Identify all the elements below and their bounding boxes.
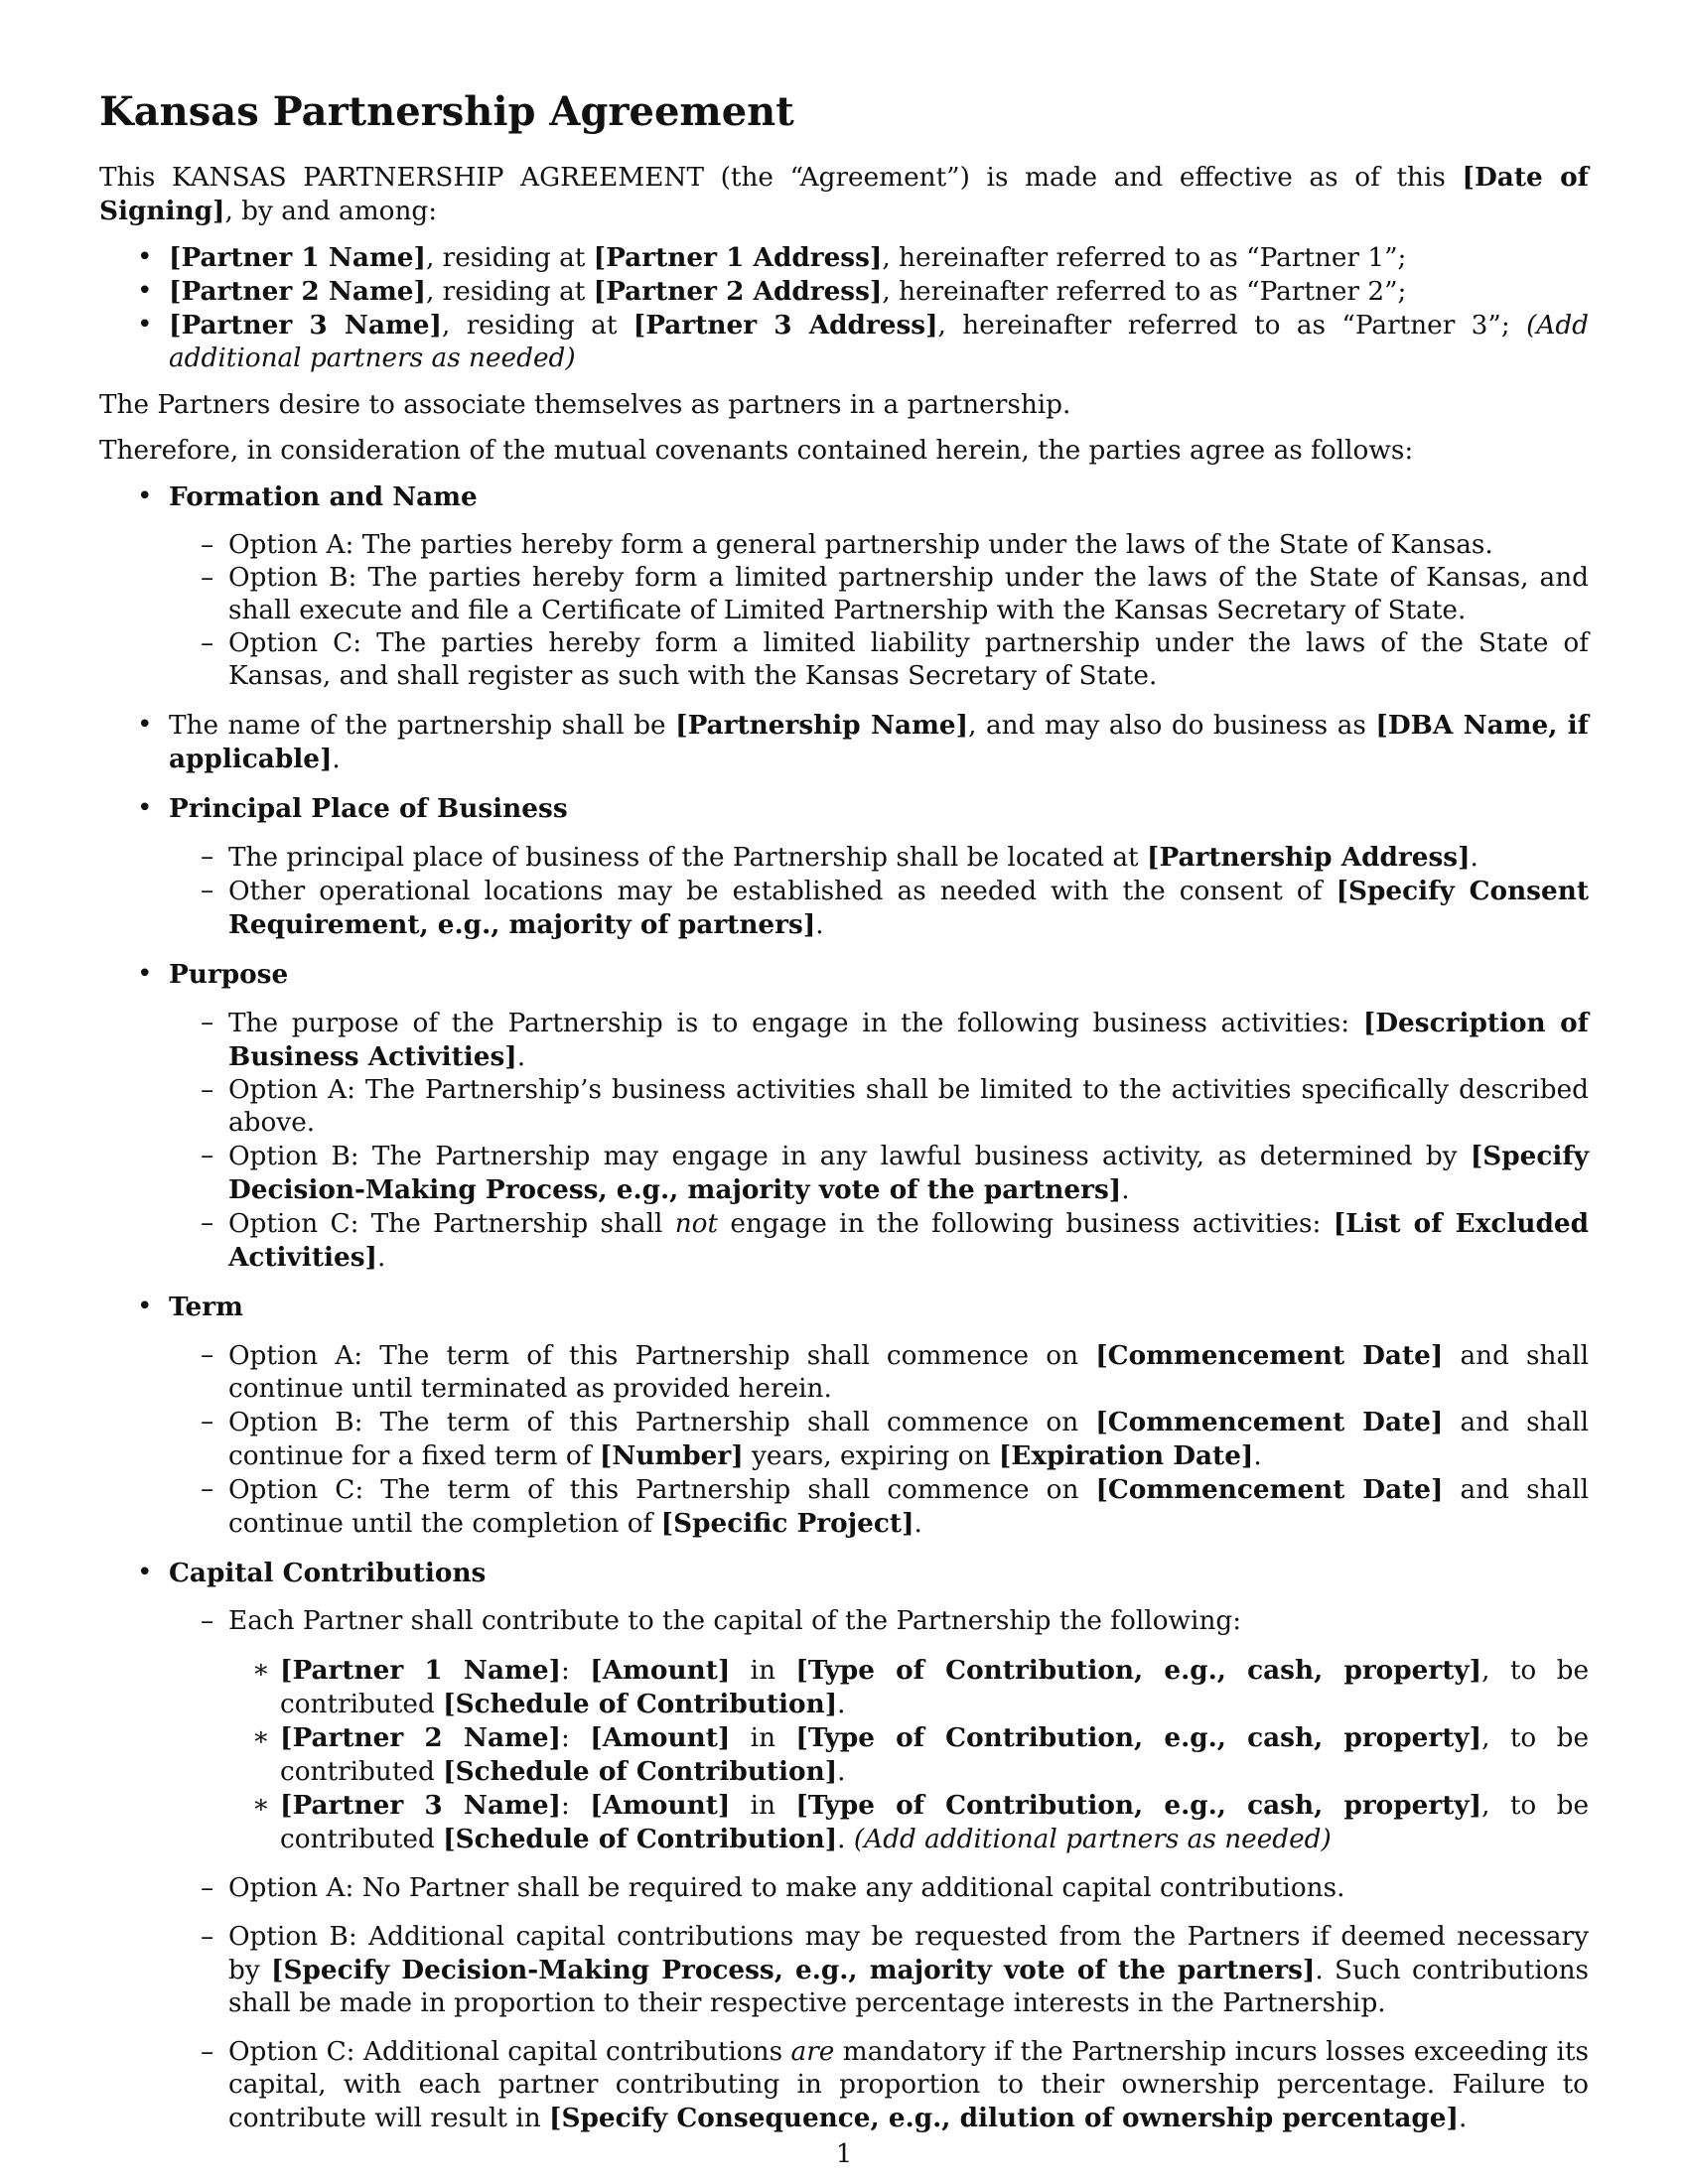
option-item: – Option B: The term of this Partnership shall commence on [Commencement Date] and shall continue for a fixed term of [Number] years, expiring on [Expiration Date].: [169, 1406, 1589, 1473]
desire-paragraph: The Partners desire to associate themselves as partners in a partnership.: [99, 390, 1071, 420]
clause-item: – Each Partner shall contribute to the capital of the Partnership the following: ∗ [Partner 1 Name]: [Amount] in [Type of Contribution, e.g., cash, property], to be contributed [Schedule of Contribution]. ∗ [Partner 2 Name]: [Amount] in [Type of Contribution, e.g., cash, property], to be contributed [Schedule of Contribution]. ∗ [Partner 3 Name]: [Amount] in [Type of Contribution, e.g., cash, property], to be contributed [Schedule of Contribution]. (Add additional partners as needed): [169, 1605, 1589, 1856]
section-formation: [99, 480, 1589, 693]
therefore-paragraph: Therefore, in consideration of the mutual covenants contained herein, the parties agree as follows:: [99, 436, 1414, 466]
section-heading: • Capital Contributions: [169, 1558, 487, 1588]
partner-item: • [Partner 3 Name], residing at [Partner 3 Address], hereinafter referred to as “Partner 3”; (Add additional partners as needed): [99, 309, 1589, 375]
document-body: [99, 87, 1589, 2151]
section-heading: • Formation and Name: [169, 481, 478, 512]
section-name-clause: • The name of the partnership shall be [Partnership Name], and may also do business as [DBA Name, if applicable].: [99, 709, 1589, 776]
section-purpose: [99, 958, 1589, 1275]
intro-paragraph: This KANSAS PARTNERSHIP AGREEMENT (the “Agreement”) is made and effective as of this [Date of Signing], by and among:: [99, 162, 1589, 226]
section-term: [99, 1291, 1589, 1541]
section-heading: • Purpose: [169, 959, 289, 990]
section-heading: • Term: [169, 1292, 243, 1322]
option-item: – Option B: The parties hereby form a limited partnership under the laws of the State of Kansas, and shall execute and file a Certificate of Limited Partnership with the Kansas Secretary of State.: [169, 562, 1589, 627]
option-item: – Option B: Additional capital contributions may be requested from the Partners if deemed necessary by [Specify Decision-Making Process, e.g., majority vote of the partners]. Such contributions shall be made in proportion to their respective percentage interests in the Partnership.: [169, 1921, 1589, 2020]
purpose-items: [169, 1007, 1589, 1275]
option-item: – Option A: The Partnership’s business activities shall be limited to the activities specifically described above.: [169, 1074, 1589, 1140]
section-principal-place: [99, 792, 1589, 942]
contribution-item: ∗ [Partner 2 Name]: [Amount] in [Type of Contribution, e.g., cash, property], to be contributed [Schedule of Contribution].: [228, 1721, 1589, 1789]
page-number: 1: [835, 2139, 853, 2169]
partner-item: • [Partner 2 Name], residing at [Partner 2 Address], hereinafter referred to as “Partner 2”;: [99, 275, 1589, 309]
term-options: [169, 1339, 1589, 1541]
formation-options: [169, 529, 1589, 693]
contribution-item: ∗ [Partner 1 Name]: [Amount] in [Type of Contribution, e.g., cash, property], to be contributed [Schedule of Contribution].: [228, 1654, 1589, 1721]
section-capital: [99, 1557, 1589, 2135]
option-item: – Option C: The parties hereby form a limited liability partnership under the laws of the State of Kansas, and shall register as such with the Kansas Secretary of State.: [169, 627, 1589, 693]
option-item: – Option C: The Partnership shall not engage in the following business activities: [List of Excluded Activities].: [169, 1207, 1589, 1275]
option-item: – Option C: Additional capital contributions are mandatory if the Partnership incurs losses exceeding its capital, with each partner contributing in proportion to their ownership percentage. Failure to contribute will result in [Specify Consequence, e.g., dilution of ownership percentage].: [169, 2036, 1589, 2135]
clause-item: – The principal place of business of the Partnership shall be located at [Partnership Address].: [169, 841, 1589, 875]
option-item: – Option A: No Partner shall be required to make any additional capital contributions.: [169, 1872, 1589, 1905]
option-item: – Option C: The term of this Partnership shall commence on [Commencement Date] and shall continue until the completion of [Specific Project].: [169, 1473, 1589, 1541]
partner-list: [99, 241, 1589, 375]
section-heading: • Principal Place of Business: [169, 793, 568, 824]
clause-item: – The purpose of the Partnership is to engage in the following business activities: [Description of Business Activities].: [169, 1007, 1589, 1074]
date-placeholder: [Date of Signing]: [99, 162, 1589, 226]
contribution-item: ∗ [Partner 3 Name]: [Amount] in [Type of Contribution, e.g., cash, property], to be contributed [Schedule of Contribution]. (Add additional partners as needed): [228, 1789, 1589, 1856]
partner-item: • [Partner 1 Name], residing at [Partner 1 Address], hereinafter referred to as “Partner 1”;: [99, 241, 1589, 275]
place-items: [169, 841, 1589, 942]
capital-items: [169, 1605, 1589, 2135]
option-item: – Option A: The term of this Partnership shall commence on [Commencement Date] and shall continue until terminated as provided herein.: [169, 1339, 1589, 1406]
contribution-list: [228, 1654, 1589, 1856]
option-item: – Option A: The parties hereby form a general partnership under the laws of the State of Kansas.: [169, 529, 1589, 562]
clause-item: – Other operational locations may be established as needed with the consent of [Specify Consent Requirement, e.g., majority of partners].: [169, 875, 1589, 942]
document-title: Kansas Partnership Agreement: [99, 88, 794, 135]
option-item: – Option B: The Partnership may engage in any lawful business activity, as determined by [Specify Decision-Making Process, e.g., majority vote of the partners].: [169, 1140, 1589, 1207]
section-list: [99, 480, 1589, 2135]
